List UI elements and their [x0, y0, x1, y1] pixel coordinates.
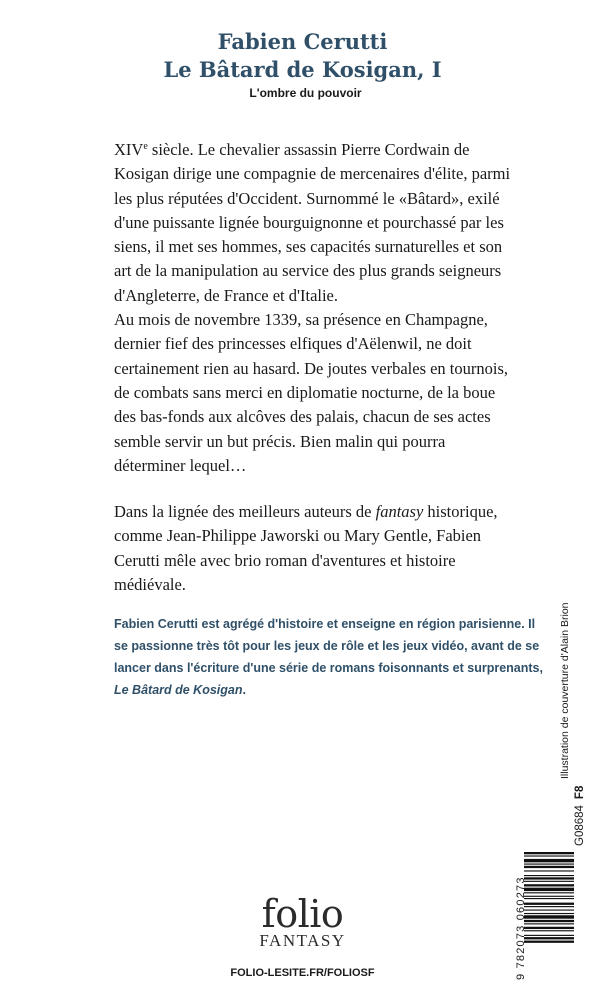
author-name: Fabien Cerutti: [217, 29, 388, 54]
author-bio-text: Fabien Cerutti est agrégé d'histoire et enseigne en région parisienne. Il se passionne très tôt pour les jeux de rôle et les jeux vidéo, avant de se lancer dans l'écriture d'une série de romans foisonnants et surprenants,: [114, 617, 543, 675]
illustration-credit: Illustration de couverture d'Alain Brion: [559, 602, 571, 779]
author-bio: [114, 613, 544, 701]
blurb-paragraph-2: Au mois de novembre 1339, sa présence en Champagne, dernier fief des princesses elfiques d'Aëlenwil, ne doit certainement rien au hasard. De joutes verbales en tournois, de combats sans merci en diplomatie nocturne, de la boue des bas-fonds aux alcôves des palais, chacun de ses actes semble servir un but précis. Bien malin qui pourra déterminer lequel…: [114, 310, 509, 475]
product-code: [574, 786, 586, 846]
century: XIV: [114, 140, 144, 159]
catalog-code: G08684: [574, 805, 586, 846]
folio-logo: [0, 892, 605, 951]
series-title-emphasis: Le Bâtard de Kosigan: [114, 683, 243, 697]
book-title: Le Bâtard de Kosigan, I: [163, 57, 442, 82]
category-code: F8: [574, 785, 586, 800]
century-superscript: e: [143, 141, 148, 152]
blurb: [114, 135, 514, 597]
barcode-digits: 9 782073 060273: [515, 876, 527, 980]
blurb-paragraph-3-a: Dans la lignée des meilleurs auteurs de: [114, 502, 376, 522]
blurb-paragraph-1-text: siècle. Le chevalier assassin Pierre Cordwain de Kosigan dirige une compagnie de mercenaires d'élite, parmi les plus réputées d'Occident. Surnommé le «Bâtard», exilé d'une puissante lignée bourguignonne et pourchassé par les siens, il met ses hommes, ses capacités surnaturelles et son art de la manipulation au service des plus grands seigneurs d'Angleterre, de France et d'Italie.: [114, 140, 511, 305]
logo-folio: folio: [261, 892, 344, 936]
author-bio-end: .: [242, 683, 246, 697]
book-header: [0, 28, 605, 101]
blurb-paragraph-3: [114, 500, 514, 597]
paragraph-gap: [114, 478, 514, 500]
logo-fantasy: FANTASY: [259, 931, 346, 950]
blurb-paragraph-3-b: historique, comme Jean-Philippe Jaworski ou Mary Gentle, Fabien Cerutti mêle avec brio roman d'aventures et histoire médiévale.: [114, 502, 498, 595]
publisher-website: FOLIO-LESITE.FR/FOLIOSF: [230, 967, 375, 979]
fantasy-emphasis: fantasy: [375, 502, 424, 522]
book-subtitle: L'ombre du pouvoir: [249, 86, 362, 100]
blurb-paragraph-1: [114, 135, 514, 308]
